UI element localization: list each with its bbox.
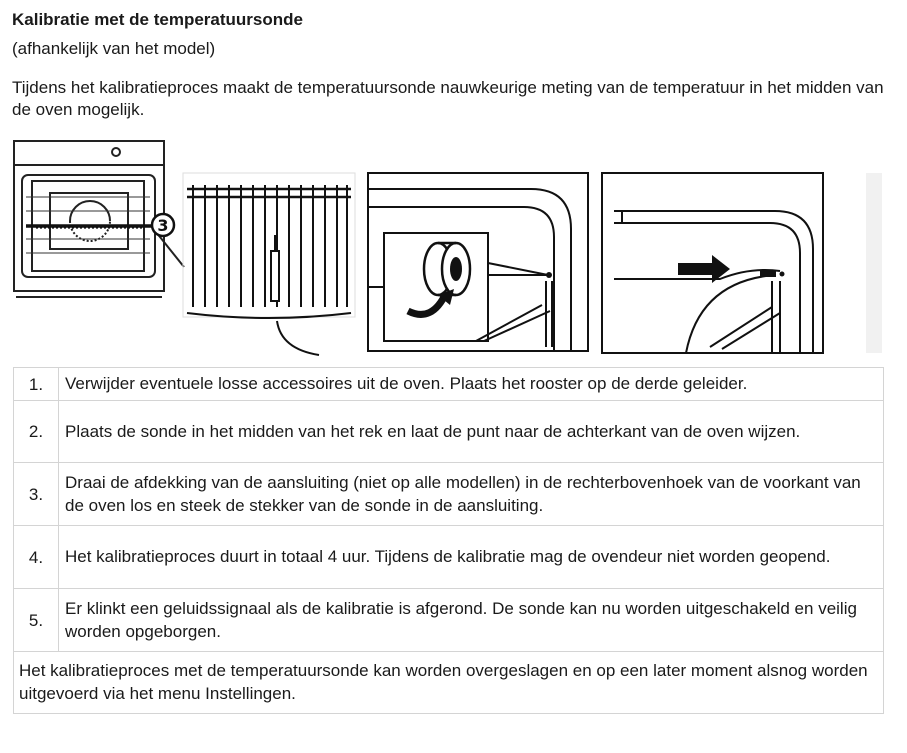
table-row (14, 589, 884, 652)
figure-edge-strip (866, 173, 882, 353)
plug-probe-illustration (600, 171, 825, 355)
socket-cover-illustration (366, 171, 590, 353)
step-number: 5. (14, 589, 59, 652)
step-text: Plaats de sonde in het midden van het rek en laat de punt naar de achterkant van de oven wijzen. (59, 401, 884, 463)
table-row (14, 652, 884, 714)
page-subtitle: (afhankelijk van het model) (12, 39, 216, 58)
step-text: Verwijder eventuele losse accessoires uit de oven. Plaats het rooster op de derde geleider. (59, 368, 884, 401)
step-text: Draai de afdekking van de aansluiting (niet op alle modellen) in de rechterbovenhoek van de voorkant van de oven los en steek de stekker van de sonde in de aansluiting. (59, 463, 884, 526)
page-title: Kalibratie met de temperatuursonde (12, 10, 303, 29)
table-row (14, 463, 884, 526)
step-text: Er klinkt een geluidssignaal als de kalibratie is afgerond. De sonde kan nu worden uitgeschakeld en veilig worden opgeborgen. (59, 589, 884, 652)
step-number: 4. (14, 526, 59, 589)
table-row (14, 401, 884, 463)
steps-table (13, 367, 884, 714)
oven-front-illustration (12, 135, 187, 307)
table-row (14, 368, 884, 401)
intro-paragraph: Tijdens het kalibratieproces maakt de temperatuursonde nauwkeurige meting van de temperatuur in het midden van de oven mogelijk. (12, 78, 884, 119)
step-number: 1. (14, 368, 59, 401)
table-row (14, 526, 884, 589)
illustrations (0, 135, 907, 357)
shelf-level-label: 3 (157, 216, 169, 235)
rack-probe-illustration (181, 171, 357, 357)
note-text: Het kalibratieproces met de temperatuursonde kan worden overgeslagen en op een later moment alsnog worden uitgevoerd via het menu Instellingen. (14, 652, 884, 714)
step-number: 3. (14, 463, 59, 526)
step-number: 2. (14, 401, 59, 463)
step-text: Het kalibratieproces duurt in totaal 4 uur. Tijdens de kalibratie mag de ovendeur niet worden geopend. (59, 526, 884, 589)
